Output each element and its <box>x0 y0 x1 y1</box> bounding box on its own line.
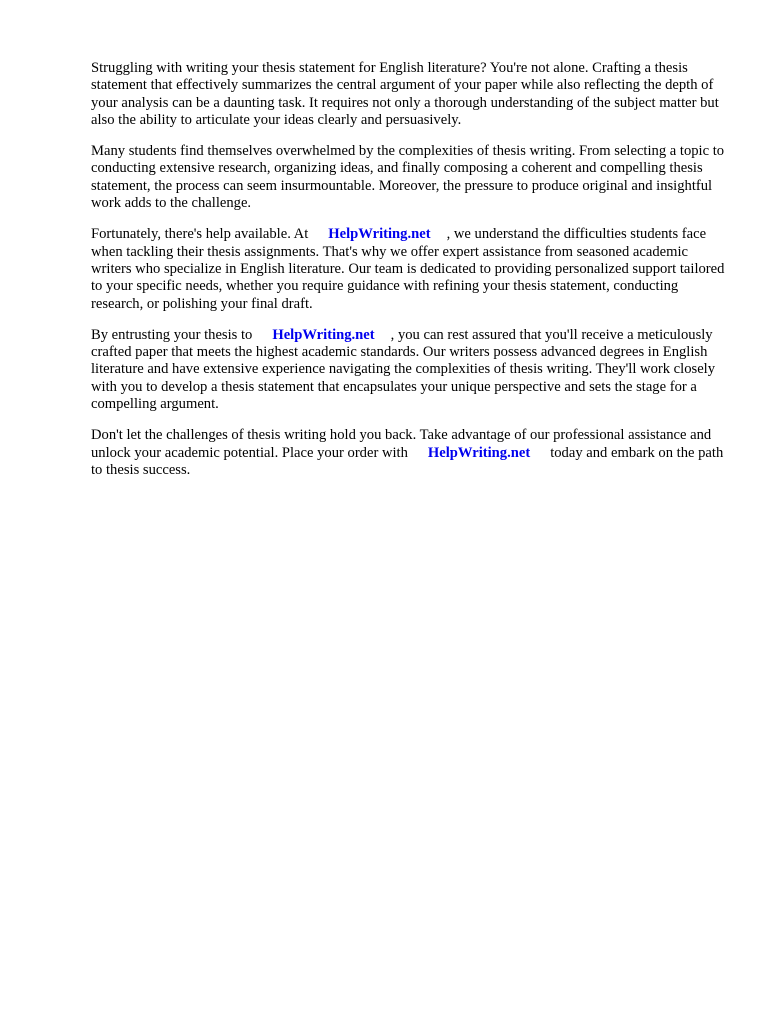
paragraph-intro <box>91 60 728 129</box>
paragraph-text-before-link: By entrusting your thesis to <box>91 326 253 343</box>
helpwriting-link[interactable]: HelpWriting.net <box>272 326 375 343</box>
helpwriting-link[interactable]: HelpWriting.net <box>427 444 531 461</box>
paragraph-help-offer <box>91 226 728 312</box>
paragraph-text-after-link: , we understand the difficulties students face when tackling their thesis assignments. That's why we offer expert assistance from seasoned academic writers who specialize in English literature. Our team is dedicated to providing personalized support tailored to your specific needs, whether you require guidance with refining your thesis statement, conducting research, or polishing your final draft. <box>91 226 725 312</box>
paragraph-challenges <box>91 143 728 212</box>
paragraph-entrusting <box>91 327 728 413</box>
paragraph-text-before-link: Don't let the challenges of thesis writing hold you back. Take advantage of our professional assistance and unlock your academic potential. Place your order with <box>91 427 712 461</box>
paragraph-text: Many students find themselves overwhelmed by the complexities of thesis writing. From selecting a topic to conducting extensive research, organizing ideas, and finally composing a coherent and compelling thesis statement, the process can seem insurmountable. Moreover, the pressure to produce original and insightful work adds to the challenge. <box>91 143 725 212</box>
helpwriting-link[interactable]: HelpWriting.net <box>328 226 431 243</box>
paragraph-text-after-link: today and embark on the path to thesis success. <box>91 444 724 478</box>
paragraph-call-to-action <box>91 427 728 479</box>
paragraph-text-before-link: Fortunately, there's help available. At <box>91 226 309 243</box>
paragraph-text-after-link: , you can rest assured that you'll receive a meticulously crafted paper that meets the highest academic standards. Our writers possess advanced degrees in English literature and have extensive experience navigating the complexities of thesis writing. They'll work closely with you to develop a thesis statement that encapsulates your unique perspective and sets the stage for a compelling argument. <box>91 326 716 413</box>
paragraph-text: Struggling with writing your thesis statement for English literature? You're not alone. Crafting a thesis statement that effectively summarizes the central argument of your paper while also reflecting the depth of your analysis can be a daunting task. It requires not only a thorough understanding of the subject matter but also the ability to articulate your ideas clearly and persuasively. <box>91 60 719 128</box>
